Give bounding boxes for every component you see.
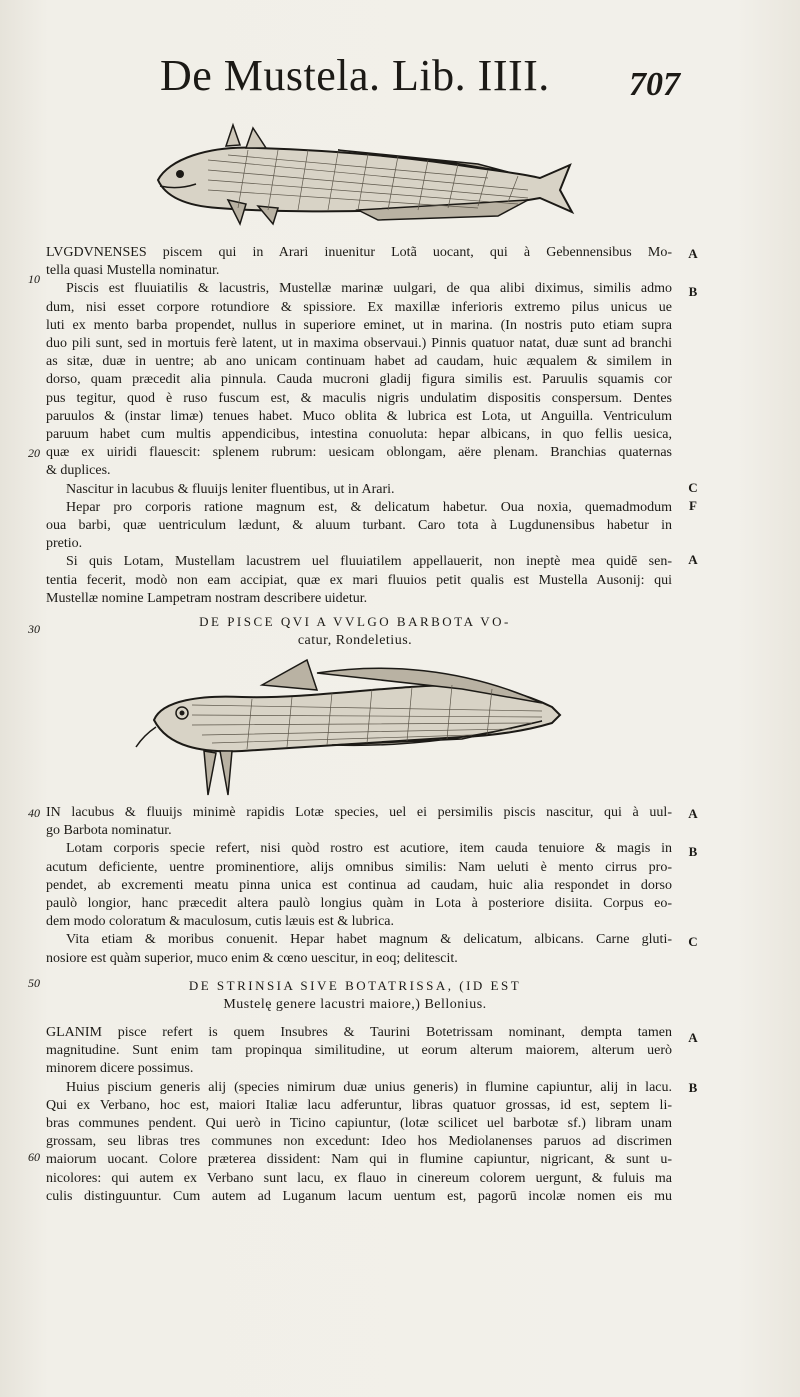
text-line: Hepar pro corporis ratione magnum est, & delicatum habetur. Oua noxia, quemadmodum [66,499,672,515]
line-number: 20 [28,446,40,460]
page-number: 707 [629,66,680,103]
heading-line: DE STRINSIA SIVE BOTATRISSA, (ID EST [188,978,522,993]
heading-line: catur, Rondeletius. [297,633,413,648]
text-line: maiorum uocant. Colore præterea dissident: Nam qui in flumine capiuntur, nigricant, & sunt u- [46,1152,672,1168]
margin-letter: B [688,1080,698,1095]
barbota-woodcut-illustration [132,655,562,805]
text-line: GLANIM pisce refert is quem Insubres & Taurini Botetrissam nominant, dempta tamen [46,1025,672,1040]
line-number: 40 [28,806,40,820]
text-line: paruum habet cum multis appendicibus, intestina conuoluta: hepar albicans, in quo fellis uesica, [46,427,672,443]
text-line: Qui ex Verbano, hoc est, maiori Italiæ lacu adferuntur, libras quatuor grossas, id est, septem li- [46,1097,672,1113]
running-title: De Mustela. Lib. IIII. [160,51,550,100]
text-line: paruulos & (instar limæ) tenues habet. Muco oblita & lubrica est Lota, ut Anguilla. Ventriculum [46,408,672,424]
text-line: paulò longior, hanc præcedit altera paulò longius quàm in Lota à posteriore disiita. Corpus eo- [46,896,672,912]
text-line: pus tegitur, quod è ruso fuscum est, & maculis nigris undulatim dispositis conspersum. Dentes [46,390,672,406]
heading-line: Mustelę genere lacustri maiore,) Bellonius. [223,997,487,1012]
text-line: tentia fecerit, modò non eam accipiat, quæ ex mari fluuios petit qualis est Mustella Ausonij: qui [46,572,672,588]
text-line: go Barbota nominatur. [46,823,172,839]
text-line: Si quis Lotam, Mustellam lacustrem uel fluuiatilem appellauerit, non ineptè mea quidē sen- [66,554,672,570]
text-line: dum, nisi esset corpore rotundiore & spissiore. Ex maxillæ inferioris extremo pilus unicus ue [46,299,672,315]
text-line: Mustellæ nomine Lampetram nostram describere uidetur. [46,590,368,606]
page-header [160,50,680,110]
text-line: culis distinguuntur. Cum autem ad Luganum lacum uentum est, pagorū incolæ nomen eis mu [46,1188,672,1204]
section-heading-barbota [120,612,590,650]
margin-letter: B [688,844,698,859]
text-line: duo pili sunt, sed in mortuis ferè latent, ut in maxima observaui.) Pinnis quatuor natat, duæ sunt ad branchi [46,336,672,352]
margin-letter: C [688,934,698,949]
line-number: 50 [28,976,40,990]
margin-letter: A [688,806,698,821]
margin-letter: C [688,480,698,495]
text-line: bras communes pendent. Qui uerò in Ticino capiuntur, (lotæ scilicet uel barbotæ sf.) libram unam [46,1116,672,1132]
line-number: 60 [28,1150,40,1164]
text-line: & duplices. [46,463,111,479]
text-line: as sitæ, duæ in uentre; ab ano unicam continuam habet ad caudam, huic æqualem & similem in [46,354,672,370]
text-line: LVGDVNENSES piscem qui in Arari inuenitur Lotã uocant, qui à Gebennensibus Mo- [46,245,672,260]
margin-letter: A [688,552,698,567]
margin-letter: A [688,1030,698,1045]
margin-letter: F [689,498,697,513]
text-line: nicolores: qui autem ex Verbano sunt lacu, ex flauo in cinereum colorem uergunt, & fuluis ma [46,1170,672,1186]
text-line: Lotam corporis specie refert, nisi quòd rostro est acutiore, item cauda tenuiore & magis in [66,841,672,857]
text-line: pendet, ab excrementi meatu pinna unica est continua ad caudam, huic alia respondet in dorso [46,877,672,893]
text-line: tella quasi Mustella nominatur. [46,263,220,279]
text-line: Nascitur in lacubus & fluuijs leniter fluentibus, ut in Arari. [66,481,395,497]
text-line: dem modo coloratum & maculosum, cutis læuis est & lubrica. [46,914,395,930]
text-line: dorso, quam præcedit alia pinnula. Cauda mucroni gladij figura similis est. Paruulis squamis cor [46,372,672,388]
text-line: luti ex mento barba propendet, nullus in superiore eminet, ut in marina. (In nostris puto etiam supra [46,317,672,333]
text-line: pretio. [46,536,83,552]
text-line: minorem dicere possimus. [46,1061,194,1077]
section-barbota-text [46,804,672,968]
section-strinsia-text [46,1024,672,1206]
text-line: oua barbi, quæ uentriculum lædunt, & aluum turbant. Caro tota à Lugdunensibus habetur in [46,518,672,534]
text-line: magnitudine. Sunt enim tam propinqua similitudine, ut eorum alterum maiorem, alterum uerò [46,1043,672,1059]
text-line: acutum deficiente, uentre prominentiore, alijs omnibus similis: Nam ueluti è mento cirrus pro- [46,859,672,875]
section-lota-text [46,244,672,608]
text-line: IN lacubus & fluuijs minimè rapidis Lotæ species, uel ei persimilis piscis nascitur, qui à uul- [46,805,672,820]
text-line: Vita etiam & moribus conuenit. Hepar habet magnum & delicatum, albicans. Carne gluti- [66,932,672,948]
margin-letter: B [688,284,698,299]
margin-letter: A [688,246,698,261]
line-number: 30 [28,622,40,636]
text-line: Huius piscium generis alij (species nimirum duæ unius generis) in flumine capiuntur, alij in lacu. [66,1079,672,1095]
section-heading-strinsia [120,976,590,1014]
text-line: grossam, seu libras tres communes non excedunt: Ideo hos Mediolanenses paruos ad discrimen [46,1134,672,1150]
burbot-woodcut-illustration [148,120,578,228]
text-line: nosiore est quàm superior, muco enim & cœno uescitur, in eoq; delitescit. [46,950,458,966]
text-line: Piscis est fluuiatilis & lacustris, Mustellæ marinæ uulgari, de qua alibi diximus, similis admo [66,281,672,297]
line-number: 10 [28,272,40,286]
heading-line: DE PISCE QVI A VVLGO BARBOTA VO- [199,614,511,629]
text-line: quæ ex uiridi flauescit: splenem rubrum: uesicam oblongam, aëre plenam. Branchias quaternas [46,445,672,461]
